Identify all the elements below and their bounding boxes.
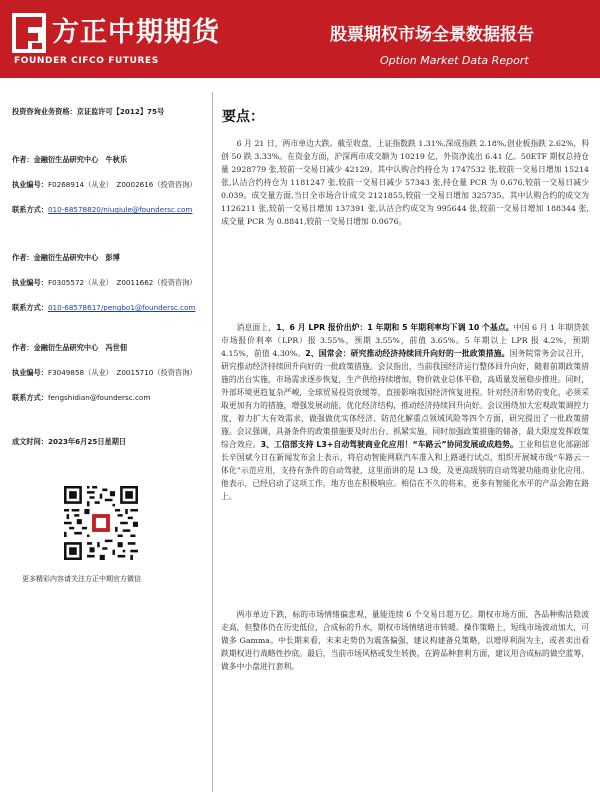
author-line: 作者：金融衍生品研究中心 彭博 bbox=[12, 253, 120, 262]
news-paragraph bbox=[221, 321, 589, 503]
contact-link[interactable]: 010-68578820/niuqiule@foundersc.com bbox=[47, 205, 193, 214]
wechat-qr-code bbox=[64, 486, 138, 560]
logo-english-name: FOUNDER CIFCO FUTURES bbox=[14, 56, 159, 66]
contact-link[interactable]: 010-68578617/pengbo1@foundersc.com bbox=[47, 303, 196, 312]
contact-line bbox=[12, 302, 195, 313]
author-line: 作者：金融衍生品研究中心 冯世佃 bbox=[12, 343, 128, 352]
founder-logo-icon bbox=[12, 13, 46, 53]
cert-value: F0268914（从业） Z0002616（投资咨询） bbox=[47, 180, 197, 189]
logo-chinese-name: 方正中期期货 bbox=[52, 17, 220, 48]
contact-value: fengshidian@foundersc.com bbox=[47, 393, 151, 402]
strategy-paragraph: 两市单边下跌，标的市场情绪偏悲观，量能连续 6 个交易日超万亿。期权市场方面，各品种购沽隐波走高，但整体仍在历史低位，合成标的升水，期权市场情绪进市转暖。操作策略上，短线市场波动加大，可做多 Gamma。中长期来看，未来走势仍为震荡偏强，建议构建备兑策略，以增厚利润为主，或者卖出看跌期权进行战略性抄底。最后，当前市场风格或发生转换，在跨品种套利方面，建议用合成标的做空蓝筹，做多中小盘进行套利。 bbox=[221, 610, 589, 671]
contact-line bbox=[12, 204, 192, 215]
news-item-3-title: 3、工信部支持 L3+自动驾驶商业化应用！“车路云”协同发展或成趋势。 bbox=[260, 440, 518, 449]
author-line: 作者：金融衍生品研究中心 牛秋乐 bbox=[12, 155, 128, 164]
report-title: 股票期权市场全景数据报告 bbox=[330, 25, 534, 45]
column-divider bbox=[212, 92, 213, 792]
qr-caption: 更多精彩内容请关注方正中期官方微信 bbox=[22, 575, 141, 583]
date-line: 成文时间：2023年6月25日星期日 bbox=[12, 437, 127, 446]
contact-label: 联系方式： bbox=[12, 205, 48, 214]
contact-label: 联系方式： bbox=[12, 303, 48, 312]
cert-value: F0305572（从业） Z0011662（投资咨询） bbox=[47, 278, 197, 287]
contact-label: 联系方式： bbox=[12, 393, 48, 402]
cert-line bbox=[12, 179, 197, 190]
news-item-2-title: 2、国常会：研究推动经济持续回升向好的一批政策措施。 bbox=[305, 349, 510, 358]
news-item-1-title: 1、6 月 LPR 报价出炉：1 年期和 5 年期利率均下调 10 个基点。 bbox=[276, 323, 514, 332]
contact-line bbox=[12, 392, 150, 403]
cert-label: 执业编号： bbox=[12, 180, 48, 189]
cert-label: 执业编号： bbox=[12, 278, 48, 287]
news-item-1-body: 中国 6 月 1 年期贷款市场报价利率（LPR）报 3.55%，预期 3.55%，前值 3.65%。5 年期以上 LPR 报 4.2%，预期 4.15%，前值 4.30%。 bbox=[221, 323, 589, 358]
key-points-heading: 要点： bbox=[222, 109, 264, 125]
cert-line bbox=[12, 277, 197, 288]
news-intro: 消息面上， bbox=[236, 323, 277, 332]
news-item-2-body: 国务院常务会议召开，研究推动经济持续回升向好的一批政策措施。会议指出，当前我国经济运行整体回升向好，随着前期政策措施的出台实施，市场需求逐步恢复，生产供给持续增加，物价就业总体平稳，高质量发展稳步推进。同时，外部环境更趋复杂严峻，全球贸易投资放缓等，直接影响我国经济恢复进程。针对经济形势的变化，必须采取更加有力的措施，增强发展动能，优化经济结构，推动经济持续回升向好。会议围绕加大宏观政策调控力度，着力扩大有效需求，做强做优实体经济、防范化解重点领域风险等四个方面，研究提出了一批政策措施。会议强调，具备条件的政策措施要及时出台、抓紧实施，同时加强政策措施的储备，最大限度发挥政策综合效应。 bbox=[221, 349, 589, 449]
cert-value: F3049858（从业） Z0015710（投资咨询） bbox=[47, 368, 197, 377]
report-subtitle: Option Market Data Report bbox=[380, 54, 529, 67]
header-banner bbox=[0, 0, 600, 78]
license-line: 投资咨询业务资格：京证监许可【2012】75号 bbox=[12, 107, 165, 116]
cert-label: 执业编号： bbox=[12, 368, 48, 377]
news-item-3-body: 工业和信息化部副部长辛国斌今日在新闻发布会上表示，将启动智能网联汽车准入和上路通行试点，组织开展城市级“车路云一体化”示范应用，支持有条件的自动驾驶，这里面讲的是 L3 级，及更高级别的自动驾驶功能商业化应用。他表示，已经启动了这项工作，地方也在积极响应。相信在不久的将来，更多有智能化水平的产品会跑在路上。 bbox=[221, 440, 590, 501]
market-summary-paragraph: 6 月 21 日，两市单边大跌。截至收盘，上证指数跌 1.31%,深成指跌 2.18%,创业板指跌 2.62%，科创 50 跌 3.33%。在资金方面，沪深两市成交额为 10219 亿，外资净流出 6.41 亿。50ETF 期权总持仓量 2928779 张,较前一交易日减少 42129。其中认购合约持仓为 1747532 张,较前一交易日增加 15214 张,认沽合约持仓为 1181247 张,较前一交易日减少 57343 张,持仓量 PCR 为 0.676,较前一交易日减少 0.039。成交量方面,当日全市场合计成交 2121855,较前一交易日增加 325735。其中认购合约的成交为 1126211 张,较前一交易日增加 137391 张,认沽合约成交为 995644 张,较前一交易日增加 188344 张,成交量 PCR 为 0.8841,较前一交易日增加 0.0676。 bbox=[221, 139, 589, 226]
cert-line bbox=[12, 367, 197, 378]
